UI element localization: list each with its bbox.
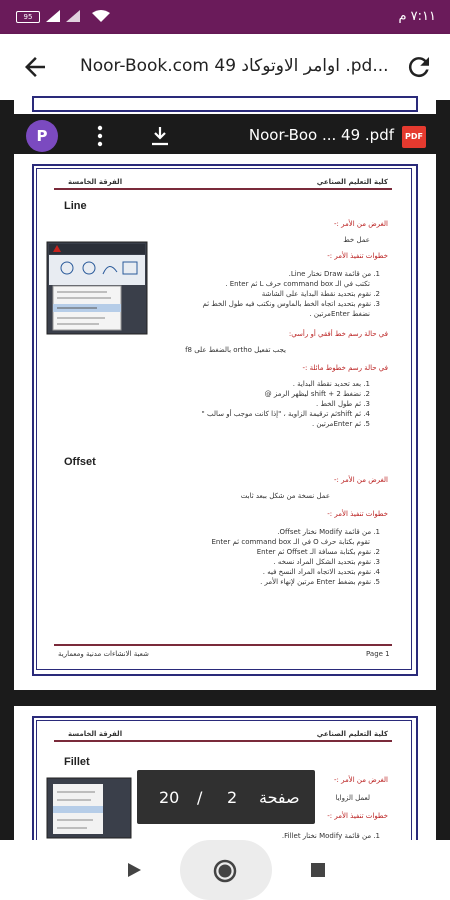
page-label: صفحة [259,788,300,807]
offset-purpose-text: عمل نسخة من شكل ببعد ثابت [240,492,330,500]
signal-icon-2 [66,10,80,22]
pdf-file-icon: PDF [402,126,426,148]
fillet-heading: Fillet [64,756,90,768]
home-icon[interactable] [212,858,238,884]
angle-step: 4. ثم shiftثم ترقيمة الزاوية ، "إذا كانت موجب أو سالب " [201,410,370,418]
ortho-label: في حالة رسم خط أفقي أو رأسي: [288,330,388,338]
line-step: تكتب في الـ command box حرف L ثم Enter . [225,280,370,288]
fillet-step: 1. من قائمة Modify نختار Fillet. [281,832,380,840]
line-step: 2. نقوم بتحديد نقطة البداية على الشاشة [261,290,380,298]
battery-icon: 95 [16,11,40,23]
wifi-icon [92,10,110,22]
page-header-left: الفرقة الخامسة [68,178,123,186]
offset-step: 2. نقوم بكتابة مسافة الـ Offset ثم Enter [256,548,380,556]
page-separator: / [197,788,203,807]
footer-rule [54,644,392,646]
offset-step: 1. من قائمة Modify نختار Offset. [277,528,380,536]
download-icon[interactable] [148,124,172,148]
page-header-right: كلية التعليم الصناعي [316,178,388,186]
status-bar [0,0,450,34]
page-indicator [137,770,315,824]
avatar[interactable]: P [26,120,58,152]
fillet-purpose-label: الغرض من الأمر :- [334,776,388,784]
fillet-steps-label: خطوات تنفيذ الأمر :- [327,812,388,820]
previous-page-edge [14,100,436,114]
app-bar [0,34,450,100]
back-nav-icon[interactable] [124,860,144,880]
angle-step: 2. نضغط shift + 2 ليظهر الرمز @ [264,390,370,398]
line-steps-label: خطوات تنفيذ الأمر :- [327,252,388,260]
signal-icon [46,10,60,22]
line-step: 3. نقوم بتحديد اتجاه الخط بالماوس ونكتب فيه طول الخط ثم [202,300,380,308]
more-options-icon[interactable] [90,124,110,148]
offset-purpose-label: الغرض من الأمر :- [334,476,388,484]
header-rule [54,740,392,742]
fillet-purpose-text: لعمل الزوايا [335,794,370,802]
line-purpose-text: عمل خط [343,236,370,244]
pdf-page-1 [14,154,436,690]
viewer-toolbar [14,118,436,154]
page-footer-left: Page 1 [366,650,390,658]
angle-label: في حالة رسم خطوط مائلة :- [302,364,388,372]
angle-step: 5. ثم Enterمرتين . [311,420,370,428]
clock: ٧:١١ م [398,9,436,24]
header-rule [54,188,392,190]
line-purpose-label: الغرض من الأمر :- [334,220,388,228]
pdf-viewer[interactable] [0,100,450,840]
page-header-right: كلية التعليم الصناعي [316,730,388,738]
navigation-bar [0,840,450,900]
page-header-left: الفرقة الخامسة [68,730,123,738]
autocad-draw-menu-screenshot [47,242,147,334]
offset-step: 3. نقوم بتحديد الشكل المراد نسخه . [273,558,380,566]
recents-icon[interactable] [310,862,326,878]
offset-steps-label: خطوات تنفيذ الأمر :- [327,510,388,518]
page-current: 2 [227,788,238,807]
offset-heading: Offset [64,456,96,468]
back-arrow-icon[interactable] [20,52,50,82]
offset-step: تقوم بكتابة حرف O في الـ command box ثم Enter [211,538,370,546]
ortho-text: يجب تفعيل ortho بالضغط على f8 [185,346,286,354]
line-step: نضغط Enterمرتين . [309,310,370,318]
angle-step: 1. بعد تحديد نقطة البداية . [292,380,370,388]
toolbar-filename: Noor-Boo ... 49 .pdf [248,126,394,144]
page-total: 20 [159,788,180,807]
page-footer-right: شعبة الانشاءات مدنية ومعمارية [58,650,149,658]
document-title: Noor-Book.com 49 اوامر الاوتوكاد .pd... [80,56,389,76]
autocad-modify-menu-screenshot [47,778,131,838]
offset-step: 4. نقوم بتحديد الاتجاه المراد النسخ فيه . [262,568,380,576]
offset-step: 5. نقوم بضغط Enter مرتين لإنهاء الأمر . [260,578,380,586]
line-heading: Line [64,200,87,212]
refresh-icon[interactable] [404,52,434,82]
angle-step: 3. ثم طول الخط . [316,400,370,408]
line-step: 1. من قائمة Draw نختار Line. [288,270,380,278]
